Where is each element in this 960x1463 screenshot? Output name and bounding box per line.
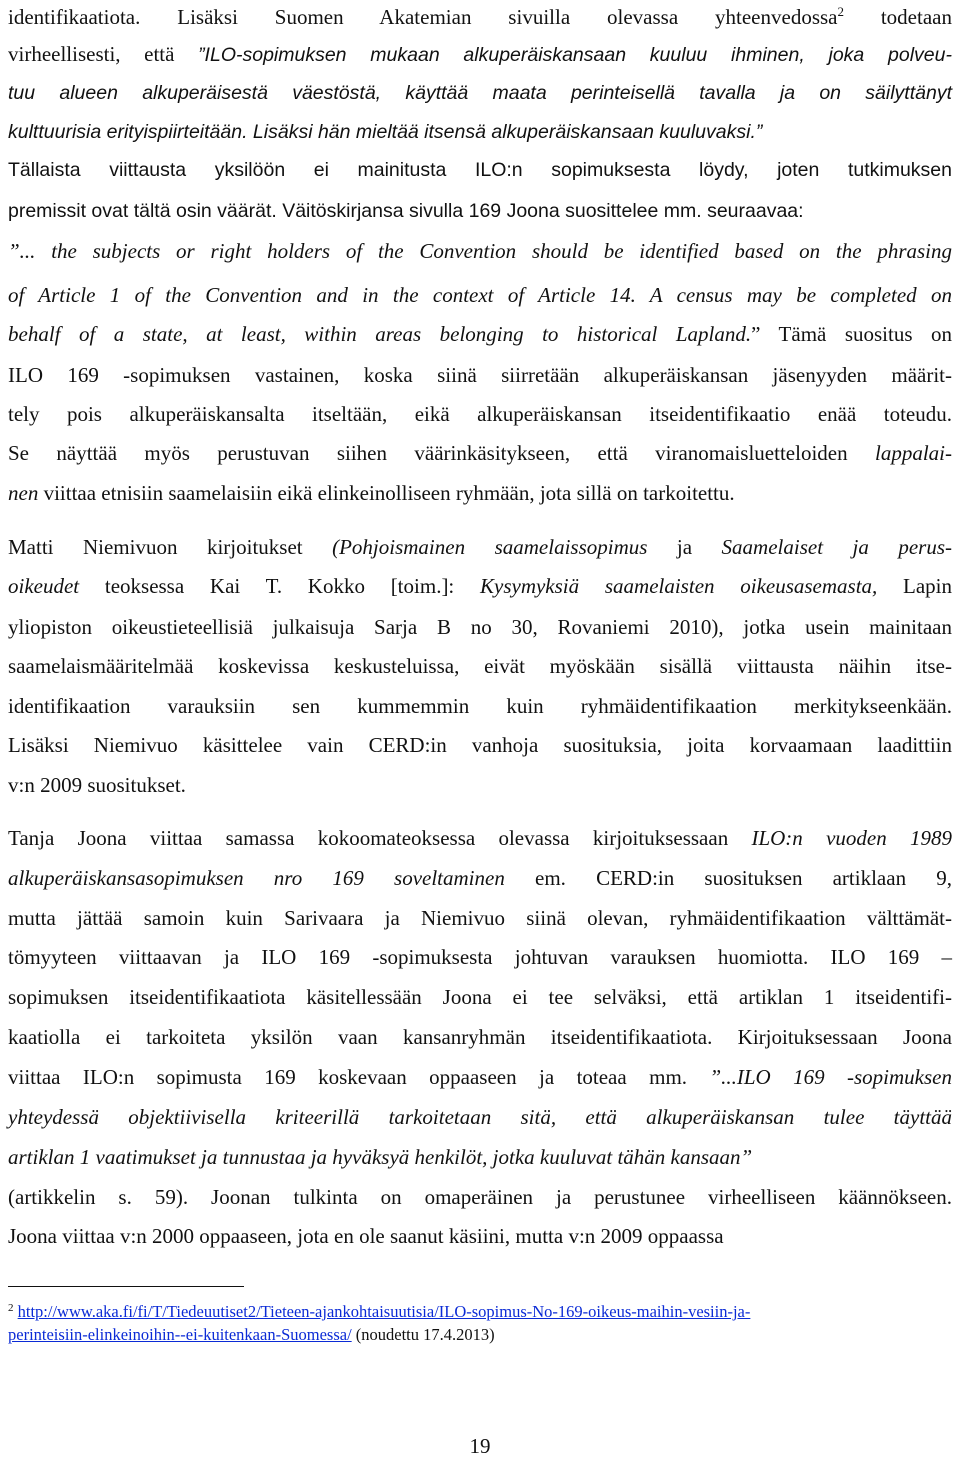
body-line: virheellisesti, että ”ILO-sopimuksen mukaan alkuperäiskansaan kuuluu ihminen, joka polveu- [8, 42, 952, 66]
quote-line: yhteydessä objektiivisella kriteerillä tarkoitetaan sitä, että alkuperäiskansan tulee täyttää [8, 1105, 952, 1129]
quote-line: tuu alueen alkuperäisestä väestöstä, käyttää maata perinteisellä tavalla ja on säilyttänyt [8, 82, 952, 104]
body-line: tömyyteen viittaavan ja ILO 169 -sopimuksesta johtuvan varauksen huomiotta. ILO 169 – [8, 945, 952, 969]
body-line: ILO 169 -sopimuksen vastainen, koska siinä siirretään alkuperäiskansan jäsenyyden määrit- [8, 363, 952, 387]
body-line: Tanja Joona viittaa samassa kokoomateoksessa olevassa kirjoituksessaan ILO:n vuoden 1989 [8, 826, 952, 850]
footnote-divider [8, 1286, 244, 1287]
page-number: 19 [469, 1434, 491, 1458]
footnote-retrieved: (noudettu 17.4.2013) [351, 1325, 495, 1344]
body-line: identifikaatiota. Lisäksi Suomen Akatemian sivuilla olevassa yhteenvedossa$^2$ todetaan [8, 4, 952, 29]
quote-line-english: of Article 1 of the Convention and in the context of Article 14. A census may be completed on [8, 283, 952, 307]
quote-line: kulttuurisia erityispiirteitään. Lisäksi hän mieltää itsensä alkuperäiskansaan kuuluvaksi.” [8, 121, 763, 143]
body-line: Joona viittaa v:n 2000 oppaaseen, jota en ole saanut käsiini, mutta v:n 2009 oppaassa [8, 1224, 724, 1248]
body-line: mutta jättää samoin kuin Sarivaara ja Niemivuo siinä olevan, ryhmäidentifikaation välttämät- [8, 906, 952, 930]
body-line: Se näyttää myös perustuvan siihen väärinkäsitykseen, että viranomaisluetteloiden lappalai- [8, 441, 952, 465]
body-line-sans: premissit ovat tältä osin väärät. Väitöskirjansa sivulla 169 Joona suosittelee mm. seuraavaa: [8, 200, 804, 222]
body-line: kaatiolla ei tarkoiteta yksilön vaan kansanryhmän itseidentifikaatiota. Kirjoituksessaan Joona [8, 1025, 952, 1049]
body-line: behalf of a state, at least, within areas belonging to historical Lapland.” Tämä suositus on [8, 322, 952, 346]
quote-italic: ”ILO-sopimuksen mukaan alkuperäiskansaan kuuluu ihminen, joka polveu- [198, 44, 952, 66]
body-line-sans: Tällaista viittausta yksilöön ei mainitusta ILO:n sopimuksesta löydy, joten tutkimuksen [8, 159, 952, 181]
body-line: viittaa ILO:n sopimusta 169 koskevaan oppaaseen ja toteaa mm. ”...ILO 169 -sopimuksen [8, 1065, 952, 1089]
quote-line: artiklan 1 vaatimukset ja tunnustaa ja hyväksyä henkilöt, jotka kuuluvat tähän kansaan” [8, 1145, 753, 1169]
body-line: Matti Niemivuon kirjoitukset (Pohjoismainen saamelaissopimus ja Saamelaiset ja perus- [8, 535, 952, 559]
body-line: identifikaation varauksiin sen kummemmin kuin ryhmäidentifikaation merkitykseenkään. [8, 694, 952, 718]
body-line: (artikkelin s. 59). Joonan tulkinta on omaperäinen ja perustunee virheelliseen käännökseen. [8, 1185, 952, 1209]
body-line: alkuperäiskansasopimuksen nro 169 soveltaminen em. CERD:in suosituksen artiklaan 9, [8, 866, 952, 890]
body-line: v:n 2009 suositukset. [8, 773, 186, 797]
footnote-continuation [8, 1324, 495, 1346]
body-line: Lisäksi Niemivuo käsittelee vain CERD:in vanhoja suosituksia, joita korvaamaan laadittiin [8, 733, 952, 757]
quote-line-english: ”... the subjects or right holders of the Convention should be identified based on the phrasing [8, 239, 952, 263]
body-line: oikeudet teoksessa Kai T. Kokko [toim.]: Kysymyksiä saamelaisten oikeusasemasta, Lapin [8, 574, 953, 598]
footnote [8, 1301, 750, 1323]
footnote-number: 2 [8, 1302, 14, 1314]
body-line: sopimuksen itseidentifikaatiota käsitellessään Joona ei tee selväksi, että artiklan 1 itseidentifi- [8, 985, 952, 1009]
body-line: saamelaismääritelmää koskevissa keskusteluissa, eivät myöskään sisällä viittausta näihin itse- [8, 654, 952, 678]
body-line: tely pois alkuperäiskansalta itseltään, eikä alkuperäiskansan itseidentifikaatio enää toteudu. [8, 402, 952, 426]
footnote-link[interactable]: perinteisiin-elinkeinoihin--ei-kuitenkaan-Suomessa/ [8, 1325, 352, 1344]
body-line: yliopiston oikeustieteellisiä julkaisuja Sarja B no 30, Rovaniemi 2010), jotka usein mainitaan [8, 615, 952, 639]
body-line: nen viittaa etnisiin saamelaisiin eikä elinkeinolliseen ryhmään, jota sillä on tarkoitettu. [8, 481, 735, 505]
footnote-link[interactable]: http://www.aka.fi/fi/T/Tiedeuutiset2/Tieteen-ajankohtaisuutisia/ILO-sopimus-No-169-oikeus-maihin-vesiin-ja- [17, 1302, 751, 1321]
footnote-marker: 2 [837, 4, 844, 19]
